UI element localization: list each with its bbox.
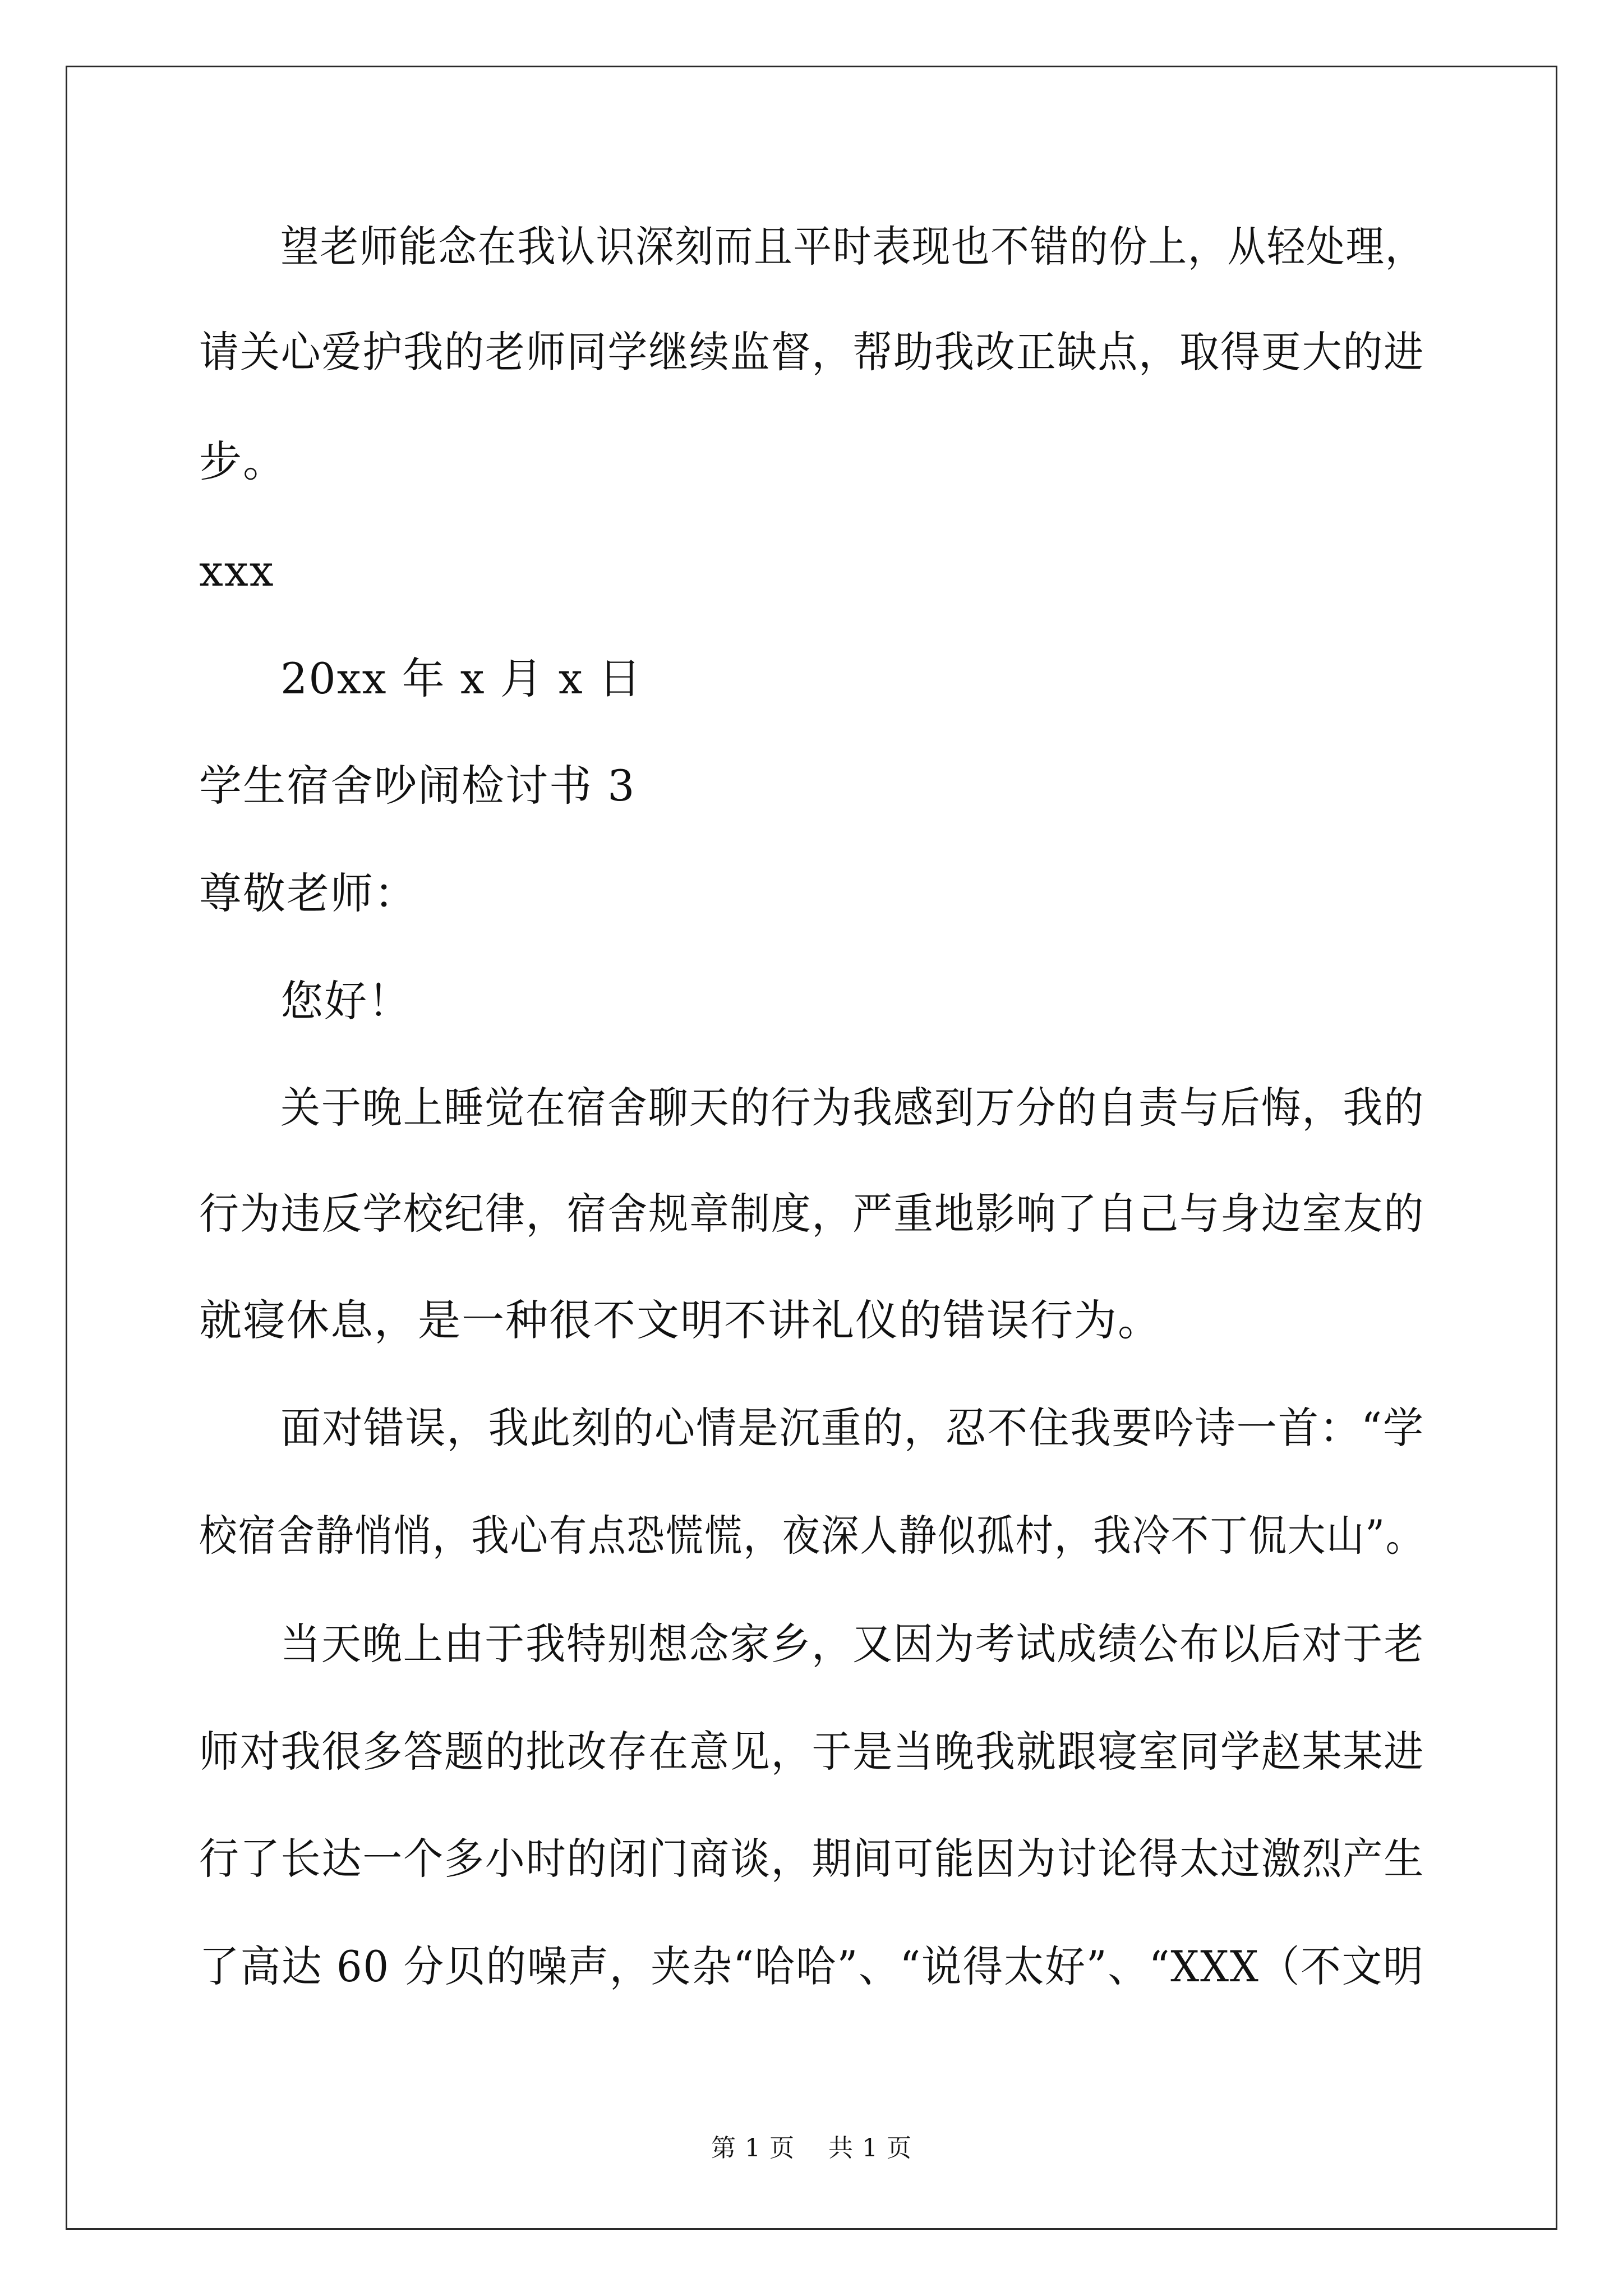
text-line: 就寝休息，是一种很不文明不讲礼仪的错误行为。 (199, 1295, 1161, 1345)
text-line: 师对我很多答题的批改存在意见，于是当晚我就跟寝室同学赵某某进 (199, 1727, 1425, 1777)
text-line: 校宿舍静悄悄，我心有点恐慌慌，夜深人静似孤村，我冷不丁侃大山”。 (199, 1511, 1424, 1561)
text-line: 请关心爱护我的老师同学继续监督，帮助我改正缺点，取得更大的进 (199, 327, 1425, 377)
text-line: 面对错误，我此刻的心情是沉重的，忍不住我要吟诗一首：“学 (280, 1403, 1424, 1453)
text-line: 行为违反学校纪律，宿舍规章制度，严重地影响了自己与身边室友的 (199, 1189, 1425, 1239)
signature-name: xxx (199, 546, 275, 596)
text-line: 步。 (199, 436, 287, 486)
greeting: 您好！ (280, 976, 412, 1026)
page-footer: 第 1 页 共 1 页 (711, 2134, 912, 2162)
signature-date: 20xx 年 x 月 x 日 (280, 654, 642, 703)
text-line: 望老师能念在我认识深刻而且平时表现也不错的份上，从轻处理， (280, 222, 1425, 272)
text-line: 当天晚上由于我特别想念家乡，又因为考试成绩公布以后对于老 (280, 1619, 1425, 1669)
text-line: 行了长达一个多小时的闭门商谈，期间可能因为讨论得太过激烈产生 (199, 1834, 1425, 1884)
salutation: 尊敬老师： (199, 868, 418, 918)
page-border (66, 66, 1557, 2230)
text-line: 了高达 60 分贝的噪声，夹杂“哈哈”、“说得太好”、“XXX（不文明 (199, 1941, 1424, 1991)
text-line: 关于晚上睡觉在宿舍聊天的行为我感到万分的自责与后悔，我的 (280, 1083, 1425, 1133)
section-title: 学生宿舍吵闹检讨书 3 (199, 761, 636, 811)
